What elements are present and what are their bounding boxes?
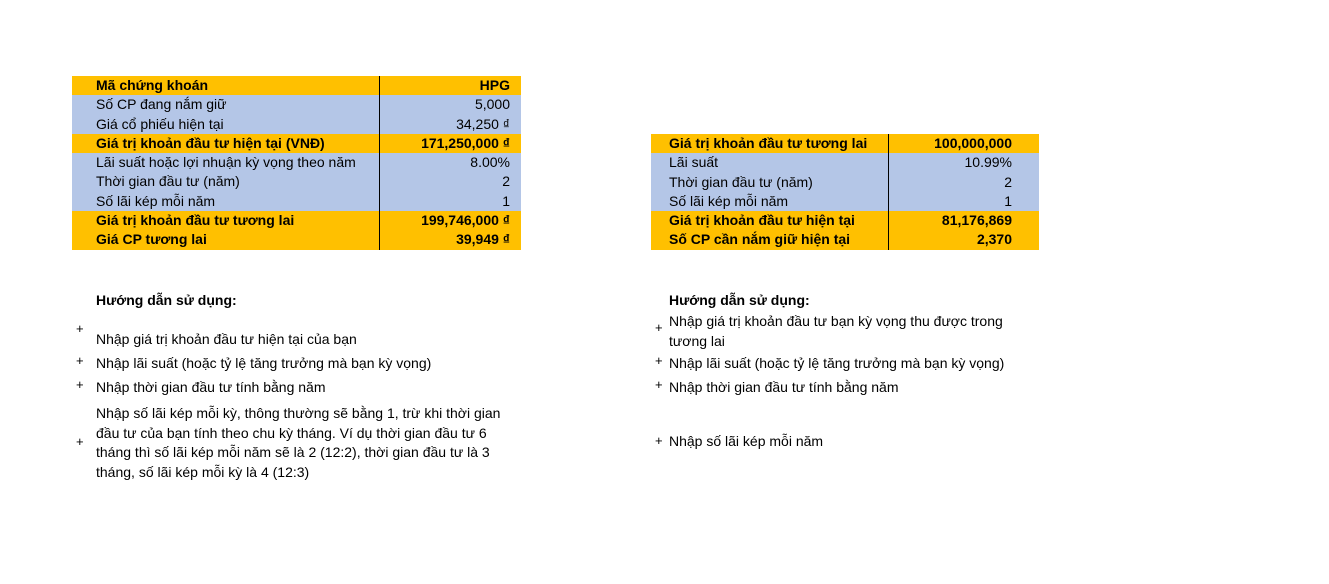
future-price-label: Giá CP tương lai	[96, 231, 207, 248]
bullet-plus: +	[76, 353, 84, 368]
future-price-value[interactable]: 39,949 ₫	[379, 230, 521, 249]
target-future-value-label: Giá trị khoản đầu tư tương lai	[669, 135, 868, 151]
investment-years-value[interactable]: 2	[379, 172, 521, 191]
investment-years-value[interactable]: 2	[888, 173, 1039, 192]
future-value-calculator-table	[651, 134, 1039, 250]
guide-step: Nhập thời gian đầu tư tính bằng năm	[96, 379, 326, 395]
bullet-plus: +	[76, 321, 84, 336]
guide-step: Nhập lãi suất (hoặc tỷ lệ tăng trưởng mà bạn kỳ vọng)	[669, 355, 1005, 371]
compounding-periods-value[interactable]: 1	[888, 192, 1039, 211]
target-future-value[interactable]: 100,000,000	[888, 134, 1039, 153]
bullet-plus: +	[76, 377, 84, 392]
guide-title: Hướng dẫn sử dụng:	[96, 292, 237, 308]
future-investment-value-label: Giá trị khoản đầu tư tương lai	[96, 212, 295, 229]
future-investment-value[interactable]: 199,746,000 ₫	[379, 211, 521, 230]
bullet-plus: +	[655, 320, 663, 335]
bullet-plus: +	[76, 434, 84, 449]
table-row	[72, 134, 521, 153]
table-row	[651, 192, 1039, 211]
investment-years-label: Thời gian đầu tư (năm)	[96, 173, 240, 190]
investment-years-label: Thời gian đầu tư (năm)	[669, 173, 813, 190]
guide-step: Nhập giá trị khoản đầu tư hiện tại của bạn	[96, 331, 357, 347]
table-row	[651, 134, 1039, 153]
interest-rate-label: Lãi suất	[669, 154, 719, 171]
bullet-plus: +	[655, 353, 663, 368]
table-row	[72, 211, 521, 230]
table-row	[651, 230, 1039, 249]
guide-step: Nhập giá trị khoản đầu tư bạn kỳ vọng thu được trong tương lai	[669, 313, 1003, 349]
stock-code-value[interactable]: HPG	[379, 76, 521, 95]
table-row	[72, 230, 521, 249]
compounding-periods-label: Số lãi kép mỗi năm	[669, 192, 789, 209]
guide-step: Nhập lãi suất (hoặc tỷ lệ tăng trưởng mà bạn kỳ vọng)	[96, 355, 432, 371]
present-investment-value[interactable]: 171,250,000 ₫	[379, 134, 521, 153]
stock-code-label: Mã chứng khoán	[96, 77, 209, 93]
table-row	[72, 172, 521, 191]
compounding-periods-label: Số lãi kép mỗi năm	[96, 192, 216, 209]
expected-rate-label: Lãi suất hoặc lợi nhuận kỳ vọng theo năm	[96, 154, 356, 171]
guide-step: Nhập số lãi kép mỗi năm	[669, 433, 824, 449]
table-row	[72, 95, 521, 114]
guide-step: Nhập số lãi kép mỗi kỳ, thông thường sẽ bằng 1, trừ khi thời gian đầu tư của bạn tính theo chu kỳ tháng. Ví dụ thời gian đầu tư 6 tháng thì số lãi kép mỗi năm sẽ là 2 (12:2), thời gian đầu tư là 3 tháng, số lãi kép mỗi kỳ là 4 (12:3)	[96, 405, 501, 480]
table-row	[72, 153, 521, 172]
bullet-plus: +	[655, 433, 663, 448]
guide-title: Hướng dẫn sử dụng:	[669, 292, 810, 308]
expected-rate-value[interactable]: 8.00%	[379, 153, 521, 172]
shares-held-value[interactable]: 5,000	[379, 95, 521, 114]
table-row	[651, 173, 1039, 192]
table-row	[651, 211, 1039, 230]
table-row	[72, 192, 521, 211]
table-row	[651, 153, 1039, 172]
required-shares-value[interactable]: 2,370	[888, 230, 1039, 249]
interest-rate-value[interactable]: 10.99%	[888, 153, 1039, 172]
current-price-value[interactable]: 34,250 ₫	[379, 115, 521, 134]
present-investment-value-label: Giá trị khoản đầu tư hiện tại (VNĐ)	[96, 134, 325, 151]
guide-step: Nhập thời gian đầu tư tính bằng năm	[669, 379, 899, 395]
shares-held-label: Số CP đang nắm giữ	[96, 96, 227, 113]
bullet-plus: +	[655, 377, 663, 392]
required-shares-label: Số CP cần nắm giữ hiện tại	[669, 231, 851, 248]
table-row	[72, 76, 521, 95]
compounding-periods-value[interactable]: 1	[379, 192, 521, 211]
table-row	[72, 115, 521, 134]
required-present-value[interactable]: 81,176,869	[888, 211, 1039, 230]
present-value-calculator-table	[72, 76, 521, 250]
required-present-value-label: Giá trị khoản đầu tư hiện tại	[669, 212, 855, 229]
current-price-label: Giá cổ phiếu hiện tại	[96, 115, 224, 132]
